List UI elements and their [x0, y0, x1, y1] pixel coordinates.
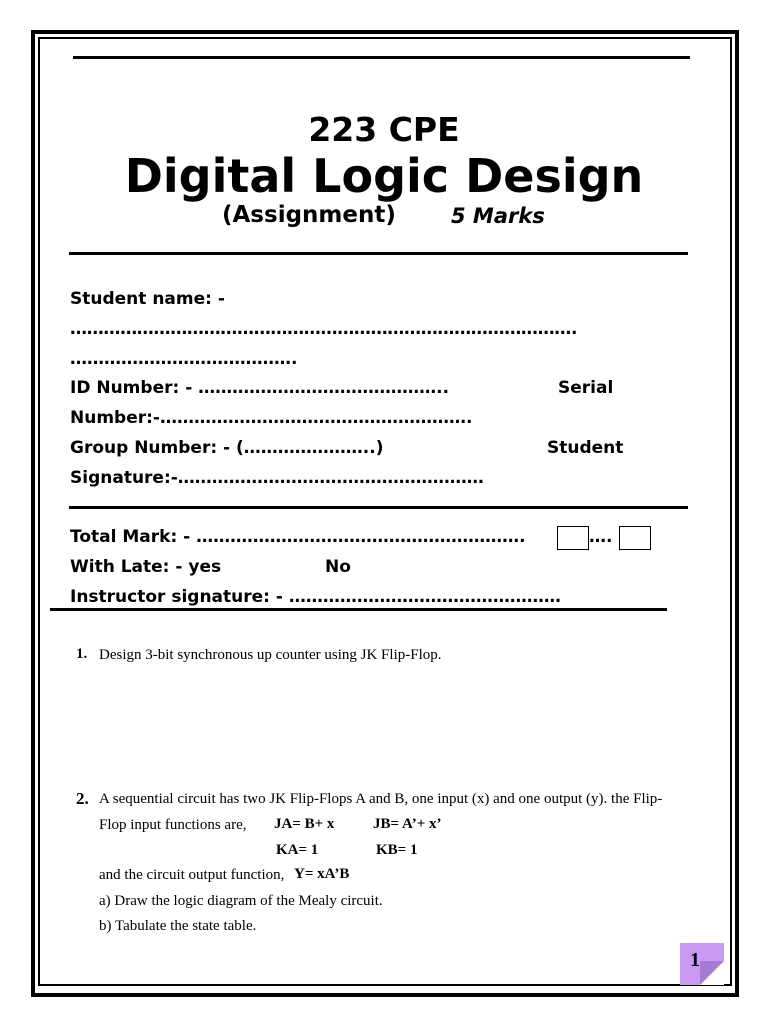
student-name-dots-2: …………………………………. — [70, 349, 298, 369]
question-2-line-1: A sequential circuit has two JK Flip-Flops A and B, one input (x) and one output (y). the Flip- — [99, 791, 663, 807]
page-number-badge — [680, 943, 724, 985]
jb-equation: JB= A’+ x’ — [373, 816, 442, 832]
question-2-part-b: b) Tabulate the state table. — [99, 918, 257, 934]
question-2-output-text: and the circuit output function, — [99, 867, 285, 883]
group-number-field: Group Number: - (…………………..) — [70, 438, 384, 458]
with-late-field: With Late: - yes — [70, 557, 222, 577]
grading-divider — [50, 608, 667, 611]
header-divider — [69, 252, 688, 255]
id-number-field: ID Number: - …………………………………….. — [70, 378, 450, 398]
question-2-line-2: Flop input functions are, — [99, 817, 247, 833]
output-equation: Y= xA’B — [294, 866, 350, 882]
signature-field: Signature:-……………………………………………… — [70, 468, 484, 488]
top-rule — [73, 56, 690, 59]
late-no-option: No — [325, 557, 351, 577]
question-1-text: Design 3-bit synchronous up counter using JK Flip-Flop. — [99, 647, 442, 663]
info-divider — [69, 506, 688, 509]
ka-equation: KA= 1 — [276, 842, 319, 858]
serial-number-field: Number:-………………………………………………. — [70, 408, 473, 428]
student-label: Student — [547, 438, 624, 458]
question-1-number: 1. — [76, 646, 88, 662]
student-name-dots: ………………………………………………………………………………. — [70, 319, 578, 339]
question-2-part-a: a) Draw the logic diagram of the Mealy circuit. — [99, 893, 383, 909]
total-mark-box-1 — [557, 526, 589, 550]
serial-label: Serial — [558, 378, 614, 398]
instructor-signature-field: Instructor signature: - ………………………………………… — [70, 587, 561, 607]
course-title: Digital Logic Design — [124, 149, 644, 203]
ja-equation: JA= B+ x — [274, 816, 335, 832]
page-number: 1 — [690, 949, 700, 971]
total-mark-field: Total Mark: - …………………………………………………. — [70, 527, 526, 547]
marks-label: 5 Marks — [451, 204, 545, 228]
question-2-number: 2. — [76, 789, 89, 808]
course-code: 223 CPE — [308, 110, 460, 149]
total-mark-separator: …. — [589, 527, 613, 547]
total-mark-box-2 — [619, 526, 651, 550]
student-name-label: Student name: - — [70, 289, 225, 309]
kb-equation: KB= 1 — [376, 842, 418, 858]
assignment-subtitle: (Assignment) — [222, 202, 396, 228]
page-curl-icon — [700, 961, 724, 985]
